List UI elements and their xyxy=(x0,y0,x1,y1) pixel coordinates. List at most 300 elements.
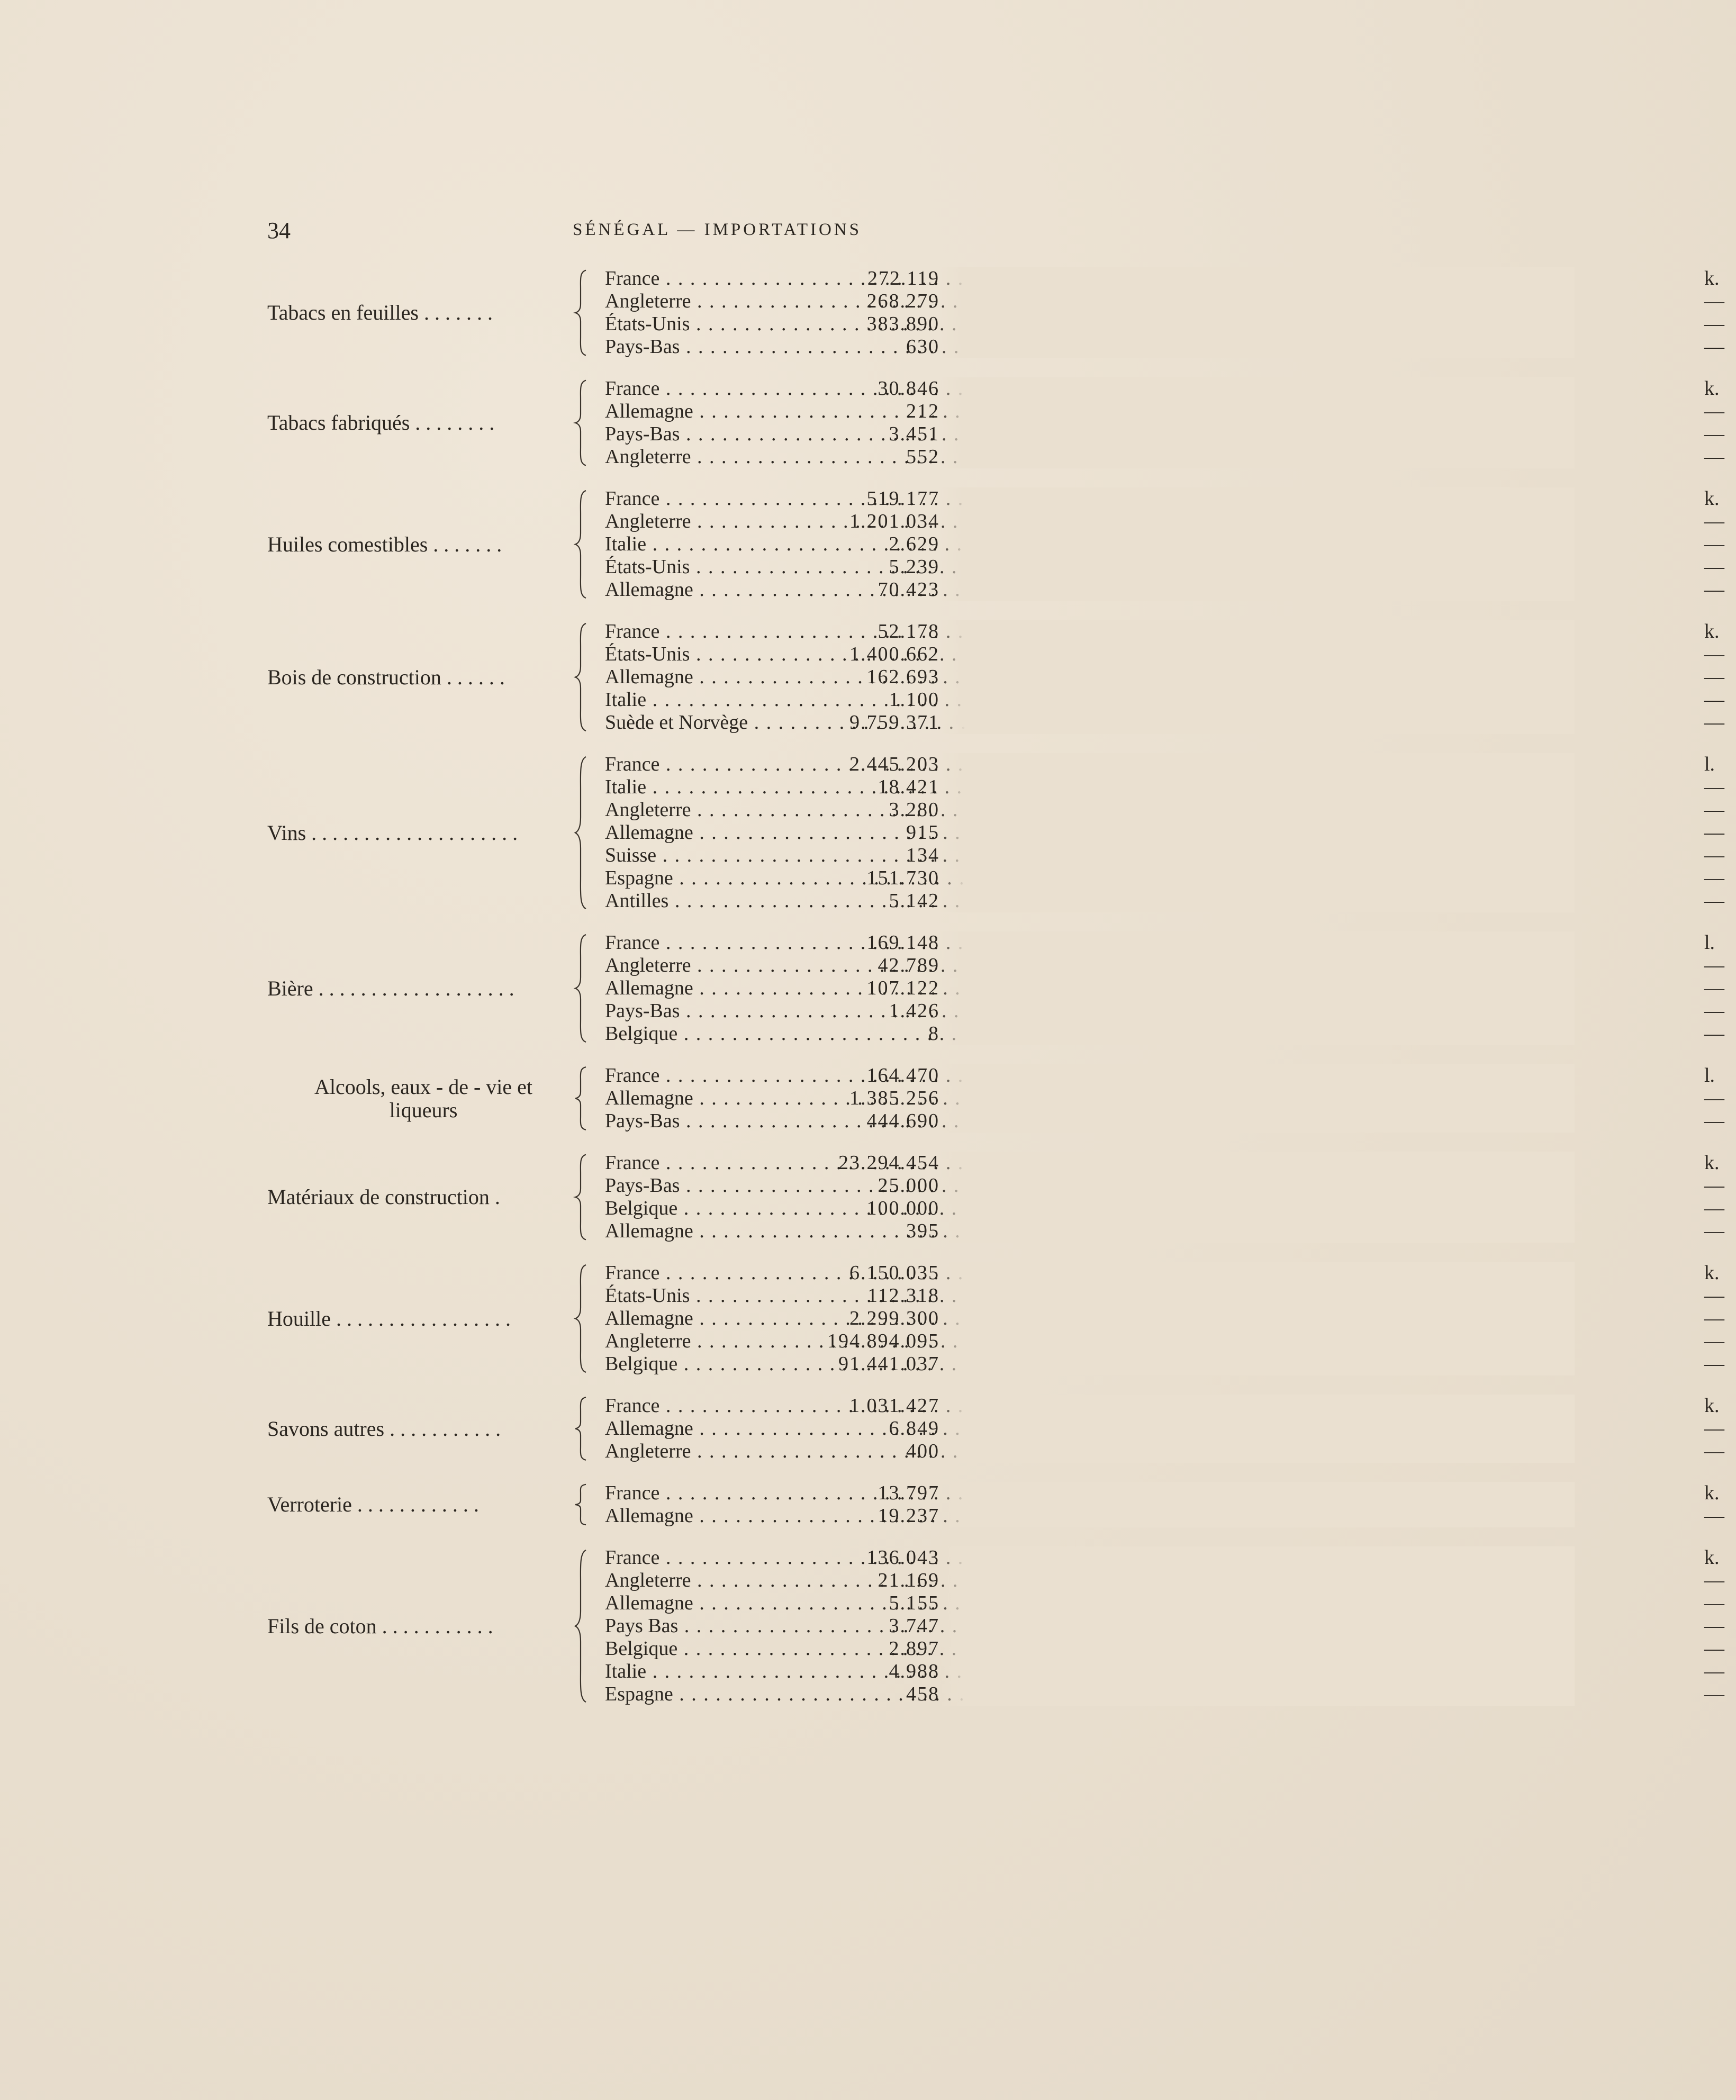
table-row xyxy=(267,1197,1724,1220)
quantity-cell xyxy=(878,1569,1724,1592)
quantity-unit: k. xyxy=(1704,1482,1720,1504)
group-spacer xyxy=(267,1375,1167,1395)
quantity-cell xyxy=(866,1064,1715,1087)
quantity-unit: — xyxy=(1704,1197,1724,1219)
country-name: Allemagne . . . xyxy=(605,578,1214,601)
quantity-value: 169.148 xyxy=(866,931,939,954)
quantity-value: 8 xyxy=(928,1022,939,1045)
quantity-unit: — xyxy=(1704,400,1724,422)
product-group xyxy=(267,1262,1724,1375)
country-name: Allemagne . . . xyxy=(605,821,1214,844)
quantity-unit: — xyxy=(1704,290,1724,312)
quantity-value: 272.119 xyxy=(867,267,939,289)
quantity-cell xyxy=(867,1284,1724,1307)
product-group xyxy=(267,620,1724,734)
country-name: États-Unis . . . xyxy=(605,643,1214,666)
quantity-unit: — xyxy=(1704,977,1724,999)
quantity-cell xyxy=(889,1615,1724,1637)
quantity-value: 134 xyxy=(906,844,939,866)
quantity-value: 136.043 xyxy=(866,1546,939,1569)
quantity-unit: — xyxy=(1704,867,1724,889)
quantity-cell xyxy=(866,666,1724,689)
table-row xyxy=(267,890,1724,912)
quantity-unit: — xyxy=(1704,1307,1724,1329)
country-name: Antilles . . . xyxy=(605,890,1214,912)
group-spacer xyxy=(267,358,1167,377)
quantity-cell xyxy=(889,1000,1724,1022)
table-row xyxy=(267,446,1724,468)
table-row xyxy=(267,643,1724,666)
table-row xyxy=(267,954,1724,977)
quantity-value: 194.894.095 xyxy=(827,1330,939,1352)
product-group xyxy=(267,1152,1724,1243)
country-name: Allemagne . . . xyxy=(605,1417,1214,1440)
country-name: France . . . xyxy=(605,377,1214,400)
table-row xyxy=(267,1683,1724,1706)
page-header xyxy=(267,217,1167,249)
country-name: Angleterre . . . xyxy=(605,799,1214,821)
quantity-unit: — xyxy=(1704,1637,1724,1660)
quantity-value: 519.177 xyxy=(866,487,939,510)
quantity-value: 268.279 xyxy=(866,290,939,312)
product-group xyxy=(267,1395,1724,1463)
quantity-value: 25.000 xyxy=(878,1174,939,1197)
quantity-unit: k. xyxy=(1704,1262,1720,1284)
quantity-cell xyxy=(906,336,1724,358)
quantity-value: 3.451 xyxy=(889,423,939,445)
quantity-unit: — xyxy=(1704,423,1724,445)
table-row xyxy=(267,1307,1724,1330)
quantity-cell xyxy=(889,1417,1724,1440)
table-row xyxy=(267,821,1724,844)
product-label-line: liqueurs xyxy=(389,1098,458,1122)
quantity-cell xyxy=(878,1505,1724,1527)
quantity-cell xyxy=(906,844,1724,867)
quantity-value: 42.789 xyxy=(878,954,939,976)
quantity-value: 112.318 xyxy=(867,1284,939,1307)
country-name: Pays-Bas . . . xyxy=(605,1000,1214,1022)
product-group xyxy=(267,487,1724,601)
quantity-unit: — xyxy=(1704,1174,1724,1197)
quantity-value: 444.690 xyxy=(866,1110,939,1132)
table-row xyxy=(267,867,1724,890)
quantity-value: 630 xyxy=(906,336,939,358)
quantity-unit: l. xyxy=(1704,1064,1715,1087)
country-name: Angleterre . . . xyxy=(605,510,1214,533)
quantity-cell xyxy=(866,313,1724,336)
table-row xyxy=(267,1174,1724,1197)
quantity-unit: k. xyxy=(1704,1546,1720,1569)
quantity-value: 13.797 xyxy=(878,1482,939,1504)
product-group xyxy=(267,753,1724,912)
country-name: Angleterre . . . xyxy=(605,954,1214,977)
quantity-value: 30.846 xyxy=(878,377,939,400)
quantity-unit: — xyxy=(1704,1110,1724,1132)
country-name: France . . . xyxy=(605,931,1214,954)
group-spacer xyxy=(267,1045,1167,1064)
quantity-unit: — xyxy=(1704,689,1724,711)
quantity-unit: — xyxy=(1704,890,1724,912)
table-row xyxy=(267,1000,1724,1022)
quantity-unit: — xyxy=(1704,844,1724,866)
table-row xyxy=(267,1353,1724,1375)
group-spacer xyxy=(267,1463,1167,1482)
quantity-value: 70.423 xyxy=(878,578,939,601)
country-name: Pays-Bas . . . xyxy=(605,1174,1214,1197)
quantity-value: 5.239 xyxy=(889,556,939,578)
table-row xyxy=(267,776,1724,799)
product-label-line: Alcools, eaux - de - vie et xyxy=(314,1074,533,1099)
quantity-value: 395 xyxy=(906,1220,939,1242)
country-name: Italie . . . xyxy=(605,1660,1214,1683)
quantity-cell xyxy=(838,1353,1724,1375)
country-name: Pays-Bas . . . xyxy=(605,1110,1214,1133)
quantity-unit: — xyxy=(1704,1660,1724,1682)
country-name: Allemagne . . . xyxy=(605,1220,1214,1243)
table-row xyxy=(267,336,1724,358)
quantity-cell xyxy=(878,954,1724,977)
product-label-line: Tabacs en feuilles . . . . . . . xyxy=(267,301,493,324)
table-row xyxy=(267,799,1724,821)
running-title: SÉNÉGAL — IMPORTATIONS xyxy=(573,220,862,239)
quantity-cell xyxy=(838,1152,1720,1174)
quantity-unit: — xyxy=(1704,313,1724,335)
quantity-unit: — xyxy=(1704,336,1724,358)
country-name: Angleterre . . . xyxy=(605,1569,1214,1592)
quantity-cell xyxy=(849,643,1724,666)
product-group xyxy=(267,931,1724,1045)
table-row xyxy=(267,689,1724,711)
table-row xyxy=(267,1110,1724,1133)
table-row xyxy=(267,1592,1724,1615)
country-name: Allemagne . . . xyxy=(605,400,1214,423)
country-name: France . . . xyxy=(605,1064,1214,1087)
quantity-value: 400 xyxy=(906,1440,939,1462)
table-row xyxy=(267,1284,1724,1307)
quantity-value: 19.237 xyxy=(878,1505,939,1527)
table-row xyxy=(267,620,1720,643)
quantity-unit: k. xyxy=(1704,267,1720,289)
table-row xyxy=(267,844,1724,867)
quantity-value: 1.385.256 xyxy=(849,1087,939,1109)
quantity-value: 552 xyxy=(906,446,939,468)
quantity-value: 164.470 xyxy=(866,1064,939,1087)
quantity-unit: — xyxy=(1704,1284,1724,1307)
quantity-unit: k. xyxy=(1704,487,1720,510)
country-name: Allemagne . . . xyxy=(605,1505,1214,1527)
quantity-cell xyxy=(878,578,1724,601)
quantity-cell xyxy=(906,1440,1724,1463)
country-name: Allemagne . . . xyxy=(605,1087,1214,1110)
quantity-unit: — xyxy=(1704,556,1724,578)
country-name: Belgique . . . xyxy=(605,1022,1214,1045)
table-row xyxy=(267,1220,1724,1243)
country-name: Suisse . . . xyxy=(605,844,1214,867)
country-name: Pays-Bas . . . xyxy=(605,336,1214,358)
quantity-value: 915 xyxy=(906,821,939,844)
country-name: Suède et Norvège . . . xyxy=(605,711,1214,734)
quantity-cell xyxy=(889,1637,1724,1660)
quantity-cell xyxy=(906,1683,1724,1706)
quantity-cell xyxy=(849,753,1715,776)
quantity-cell xyxy=(889,1592,1724,1615)
quantity-cell xyxy=(878,377,1720,400)
quantity-value: 2.629 xyxy=(889,533,939,555)
quantity-cell xyxy=(849,510,1724,533)
quantity-value: 1.100 xyxy=(889,689,939,711)
country-name: Pays Bas . . . xyxy=(605,1615,1214,1637)
table-row xyxy=(267,1262,1720,1284)
quantity-unit: — xyxy=(1704,1615,1724,1637)
table-row xyxy=(267,666,1724,689)
country-name: Allemagne . . . xyxy=(605,1592,1214,1615)
quantity-value: 212 xyxy=(906,400,939,422)
product-label-line: Bois de construction . . . . . . xyxy=(267,665,505,689)
quantity-unit: — xyxy=(1704,1087,1724,1109)
quantity-value: 2.445.203 xyxy=(849,753,939,775)
quantity-unit: — xyxy=(1704,1417,1724,1440)
quantity-cell xyxy=(889,556,1724,578)
country-name: France . . . xyxy=(605,1262,1214,1284)
quantity-cell xyxy=(827,1330,1724,1353)
quantity-unit: — xyxy=(1704,1000,1724,1022)
product-label-line: Fils de coton . . . . . . . . . . . xyxy=(267,1614,493,1638)
country-name: France . . . xyxy=(605,1482,1214,1505)
quantity-cell xyxy=(889,689,1724,711)
product-label-line: Matériaux de construction . xyxy=(267,1185,500,1209)
product-label-line: Huiles comestibles . . . . . . . xyxy=(267,532,502,556)
country-name: Belgique . . . xyxy=(605,1197,1214,1220)
quantity-cell xyxy=(889,799,1724,821)
country-name: Allemagne . . . xyxy=(605,977,1214,1000)
quantity-unit: — xyxy=(1704,446,1724,468)
table-row xyxy=(267,1087,1724,1110)
country-name: Angleterre . . . xyxy=(605,1330,1214,1353)
quantity-unit: l. xyxy=(1704,753,1715,775)
country-name: France . . . xyxy=(605,1152,1214,1174)
product-label-line: Bière . . . . . . . . . . . . . . . . . . . xyxy=(267,976,514,1000)
import-table xyxy=(267,267,1724,1706)
table-row xyxy=(267,1482,1720,1505)
table-row xyxy=(267,1152,1720,1174)
group-spacer xyxy=(267,1133,1167,1152)
quantity-value: 1.426 xyxy=(889,1000,939,1022)
quantity-value: 6.849 xyxy=(889,1417,939,1440)
group-spacer xyxy=(267,601,1167,620)
table-row xyxy=(267,753,1715,776)
quantity-unit: — xyxy=(1704,954,1724,976)
table-row xyxy=(267,1660,1724,1683)
quantity-value: 52.178 xyxy=(878,620,939,642)
quantity-cell xyxy=(878,776,1724,799)
quantity-cell xyxy=(906,821,1724,844)
quantity-cell xyxy=(849,1395,1720,1417)
quantity-unit: — xyxy=(1704,1683,1724,1705)
quantity-unit: — xyxy=(1704,1330,1724,1352)
quantity-value: 162.693 xyxy=(866,666,939,688)
quantity-value: 2.299.300 xyxy=(849,1307,939,1329)
product-label-line: Tabacs fabriqués . . . . . . . . xyxy=(267,411,495,435)
quantity-cell xyxy=(849,1307,1724,1330)
quantity-unit: — xyxy=(1704,1022,1724,1045)
quantity-unit: — xyxy=(1704,1505,1724,1527)
country-name: France . . . xyxy=(605,487,1214,510)
country-name: France . . . xyxy=(605,620,1214,643)
country-name: Italie . . . xyxy=(605,776,1214,799)
product-group xyxy=(267,1482,1724,1527)
country-name: Espagne . . . xyxy=(605,1683,1214,1706)
quantity-value: 458 xyxy=(906,1683,939,1705)
product-label-line: Verroterie . . . . . . . . . . . . xyxy=(267,1492,479,1516)
country-name: Angleterre . . . xyxy=(605,446,1214,468)
country-name: États-Unis . . . xyxy=(605,556,1214,578)
quantity-value: 21.169 xyxy=(878,1569,939,1591)
country-name: États-Unis . . . xyxy=(605,313,1214,336)
quantity-cell xyxy=(866,290,1724,313)
table-row xyxy=(267,400,1724,423)
quantity-cell xyxy=(878,1482,1720,1505)
quantity-cell xyxy=(906,446,1724,468)
quantity-value: 3.747 xyxy=(889,1615,939,1637)
table-row xyxy=(267,711,1724,734)
quantity-unit: — xyxy=(1704,643,1724,665)
quantity-value: 91.441.037 xyxy=(838,1353,939,1375)
country-name: France . . . xyxy=(605,267,1214,290)
table-row xyxy=(267,423,1724,446)
quantity-cell xyxy=(866,1197,1724,1220)
table-row xyxy=(267,1615,1724,1637)
country-name: Italie . . . xyxy=(605,689,1214,711)
quantity-unit: — xyxy=(1704,1440,1724,1462)
table-row xyxy=(267,533,1724,556)
group-spacer xyxy=(267,468,1167,487)
country-name: Belgique . . . xyxy=(605,1637,1214,1660)
table-row xyxy=(267,578,1724,601)
table-row xyxy=(267,931,1715,954)
quantity-unit: — xyxy=(1704,1569,1724,1591)
quantity-cell xyxy=(866,867,1724,890)
quantity-cell xyxy=(889,890,1724,912)
quantity-unit: k. xyxy=(1704,1152,1720,1174)
quantity-cell xyxy=(906,400,1724,423)
country-name: France . . . xyxy=(605,1395,1214,1417)
table-row xyxy=(267,290,1724,313)
product-group xyxy=(267,377,1724,468)
group-spacer xyxy=(267,1243,1167,1262)
country-name: Allemagne . . . xyxy=(605,1307,1214,1330)
table-row xyxy=(267,1505,1724,1527)
quantity-unit: — xyxy=(1704,1592,1724,1614)
quantity-cell xyxy=(889,423,1724,446)
table-row xyxy=(267,1440,1724,1463)
table-row xyxy=(267,510,1724,533)
quantity-value: 6.150.035 xyxy=(849,1262,939,1284)
product-group xyxy=(267,267,1724,358)
country-name: France . . . xyxy=(605,1546,1214,1569)
quantity-cell xyxy=(866,1110,1724,1133)
table-row xyxy=(267,556,1724,578)
quantity-value: 4.988 xyxy=(889,1660,939,1682)
quantity-cell xyxy=(849,1262,1720,1284)
group-spacer xyxy=(267,734,1167,753)
quantity-value: 1.201.034 xyxy=(849,510,939,532)
quantity-cell xyxy=(889,533,1724,556)
country-name: Italie . . . xyxy=(605,533,1214,556)
quantity-value: 100.000 xyxy=(866,1197,939,1219)
quantity-unit: k. xyxy=(1704,1395,1720,1417)
table-row xyxy=(267,1064,1715,1087)
table-row xyxy=(267,313,1724,336)
table-row xyxy=(267,1546,1720,1569)
quantity-value: 9.759.371 xyxy=(849,711,939,734)
table-row xyxy=(267,377,1720,400)
table-row xyxy=(267,1330,1724,1353)
quantity-unit: — xyxy=(1704,578,1724,601)
table-row xyxy=(267,1637,1724,1660)
quantity-value: 18.421 xyxy=(878,776,939,798)
quantity-value: 1.031.427 xyxy=(849,1395,939,1417)
country-name: France . . . xyxy=(605,753,1214,776)
table-row xyxy=(267,1569,1724,1592)
country-name: Angleterre . . . xyxy=(605,290,1214,313)
quantity-value: 23.294.454 xyxy=(838,1152,939,1174)
table-row xyxy=(267,977,1724,1000)
quantity-cell xyxy=(866,977,1724,1000)
quantity-unit: — xyxy=(1704,799,1724,821)
quantity-cell xyxy=(867,267,1720,290)
quantity-cell xyxy=(906,1220,1724,1243)
quantity-value: 5.155 xyxy=(889,1592,939,1614)
quantity-cell xyxy=(866,1546,1720,1569)
product-label-line: Vins . . . . . . . . . . . . . . . . . . . . xyxy=(267,820,518,845)
country-name: Pays-Bas . . . xyxy=(605,423,1214,446)
product-label-line: Savons autres . . . . . . . . . . . xyxy=(267,1416,501,1441)
quantity-value: 1.400.662 xyxy=(849,643,939,665)
table-row xyxy=(267,487,1720,510)
quantity-cell xyxy=(849,711,1724,734)
table-row xyxy=(267,1417,1724,1440)
quantity-cell xyxy=(849,1087,1724,1110)
page-number: 34 xyxy=(267,218,291,243)
quantity-unit: k. xyxy=(1704,620,1720,642)
country-name: Belgique . . . xyxy=(605,1353,1214,1375)
product-group xyxy=(267,1546,1724,1706)
country-name: Angleterre . . . xyxy=(605,1440,1214,1463)
country-name: Allemagne . . . xyxy=(605,666,1214,689)
quantity-unit: — xyxy=(1704,510,1724,532)
quantity-value: 151.730 xyxy=(866,867,939,889)
group-spacer xyxy=(267,912,1167,931)
quantity-unit: k. xyxy=(1704,377,1720,400)
quantity-unit: — xyxy=(1704,821,1724,844)
product-label-line: Houille . . . . . . . . . . . . . . . . . xyxy=(267,1306,511,1330)
quantity-cell xyxy=(878,620,1720,643)
quantity-value: 3.280 xyxy=(889,799,939,821)
product-group xyxy=(267,1064,1724,1133)
quantity-unit: — xyxy=(1704,776,1724,798)
country-name: États-Unis . . . xyxy=(605,1284,1214,1307)
quantity-unit: — xyxy=(1704,533,1724,555)
quantity-unit: — xyxy=(1704,666,1724,688)
group-spacer xyxy=(267,1527,1167,1546)
quantity-cell xyxy=(866,487,1720,510)
quantity-cell xyxy=(928,1022,1724,1045)
table-row xyxy=(267,267,1720,290)
quantity-value: 5.142 xyxy=(889,890,939,912)
quantity-cell xyxy=(889,1660,1724,1683)
quantity-value: 107.122 xyxy=(866,977,939,999)
quantity-unit: — xyxy=(1704,711,1724,734)
